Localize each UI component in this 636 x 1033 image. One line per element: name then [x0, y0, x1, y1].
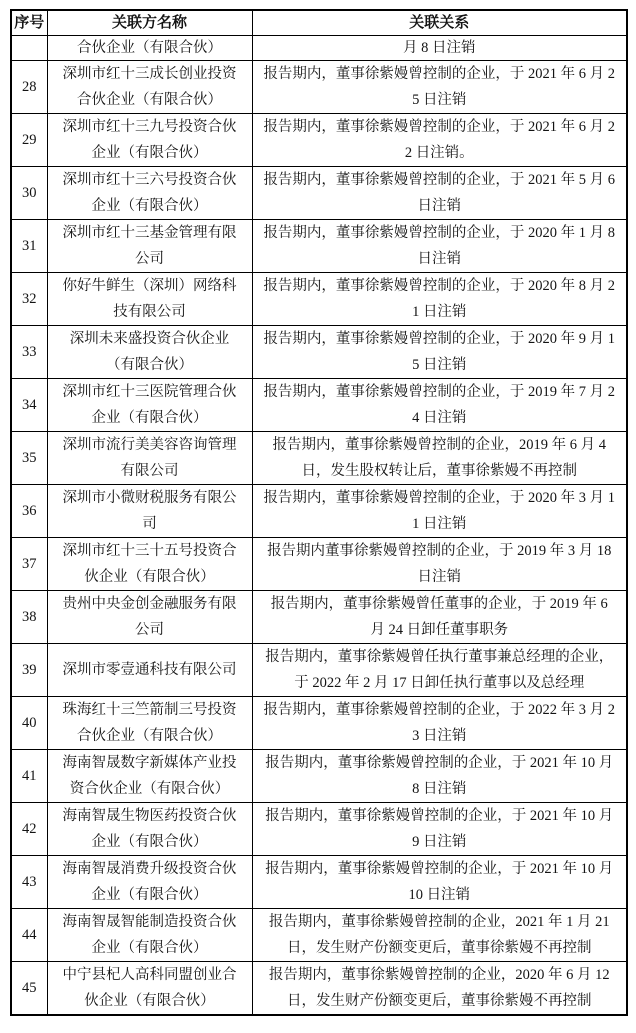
cell-name: 深圳市红十三成长创业投资合伙企业（有限合伙）: [47, 61, 252, 114]
cell-name: 深圳市流行美美容咨询管理有限公司: [47, 432, 252, 485]
cell-relation: 报告期内，董事徐紫嫚曾控制的企业，于 2019 年 7 月 24 日注销: [252, 379, 627, 432]
cell-no: 41: [11, 750, 47, 803]
cell-name: 珠海红十三竺箭制三号投资合伙企业（有限合伙）: [47, 697, 252, 750]
col-header-relation: 关联关系: [252, 10, 627, 36]
cell-name: 深圳市红十三六号投资合伙企业（有限合伙）: [47, 167, 252, 220]
cell-name: 贵州中央金创金融服务有限公司: [47, 591, 252, 644]
cell-no: 44: [11, 909, 47, 962]
cell-relation: 报告期内，董事徐紫嫚曾控制的企业，于 2020 年 8 月 21 日注销: [252, 273, 627, 326]
col-header-name: 关联方名称: [47, 10, 252, 36]
table-row: [11, 326, 627, 379]
cell-name: 深圳未来盛投资合伙企业（有限合伙）: [47, 326, 252, 379]
related-party-table: [10, 9, 628, 1016]
cell-no: 29: [11, 114, 47, 167]
cell-name: 深圳市零壹通科技有限公司: [47, 644, 252, 697]
table-row: [11, 114, 627, 167]
cell-no: 28: [11, 61, 47, 114]
table-row: [11, 697, 627, 750]
cell-relation: 报告期内，董事徐紫嫚曾控制的企业，于 2020 年 1 月 8 日注销: [252, 220, 627, 273]
cell-relation: 报告期内，董事徐紫嫚曾控制的企业，于 2021 年 5 月 6 日注销: [252, 167, 627, 220]
cell-relation: 报告期内，董事徐紫嫚曾任执行董事兼总经理的企业，于 2022 年 2 月 17 日卸任执行董事以及总经理: [252, 644, 627, 697]
table-row: [11, 36, 627, 61]
table-row: [11, 273, 627, 326]
table-row: [11, 167, 627, 220]
table-row: [11, 644, 627, 697]
cell-relation: 报告期内，董事徐紫嫚曾控制的企业，于 2020 年 3 月 11 日注销: [252, 485, 627, 538]
table-row: [11, 538, 627, 591]
table-row: [11, 61, 627, 114]
cell-relation: 报告期内，董事徐紫嫚曾控制的企业，于 2021 年 10 月 9 日注销: [252, 803, 627, 856]
cell-no: 31: [11, 220, 47, 273]
cell-no: 43: [11, 856, 47, 909]
table-row: [11, 962, 627, 1016]
cell-relation: 报告期内董事徐紫嫚曾控制的企业，于 2019 年 3 月 18 日注销: [252, 538, 627, 591]
cell-name: 深圳市红十三十五号投资合伙企业（有限合伙）: [47, 538, 252, 591]
cell-no: 33: [11, 326, 47, 379]
cell-no: 40: [11, 697, 47, 750]
cell-no: 35: [11, 432, 47, 485]
table-header-row: [11, 10, 627, 36]
cell-relation: 报告期内，董事徐紫嫚曾控制的企业，于 2021 年 6 月 22 日注销。: [252, 114, 627, 167]
cell-relation: 报告期内，董事徐紫嫚曾控制的企业，于 2021 年 10 月 8 日注销: [252, 750, 627, 803]
cell-name: 深圳市红十三医院管理合伙企业（有限合伙）: [47, 379, 252, 432]
cell-name: 海南智晟智能制造投资合伙企业（有限合伙）: [47, 909, 252, 962]
cell-no: 38: [11, 591, 47, 644]
cell-no: 45: [11, 962, 47, 1016]
cell-name: 海南智晟生物医药投资合伙企业（有限合伙）: [47, 803, 252, 856]
cell-name: 深圳市红十三九号投资合伙企业（有限合伙）: [47, 114, 252, 167]
cell-no: 42: [11, 803, 47, 856]
cell-relation: 报告期内，董事徐紫嫚曾控制的企业，于 2022 年 3 月 23 日注销: [252, 697, 627, 750]
cell-relation: 报告期内，董事徐紫嫚曾控制的企业，于 2020 年 9 月 15 日注销: [252, 326, 627, 379]
table-row: [11, 485, 627, 538]
cell-relation: 报告期内，董事徐紫嫚曾控制的企业，2020 年 6 月 12 日，发生财产份额变更后，董事徐紫嫚不再控制: [252, 962, 627, 1016]
cell-no: 37: [11, 538, 47, 591]
cell-relation: 报告期内，董事徐紫嫚曾控制的企业，2021 年 1 月 21 日，发生财产份额变更后，董事徐紫嫚不再控制: [252, 909, 627, 962]
cell-no: 32: [11, 273, 47, 326]
cell-relation: 报告期内，董事徐紫嫚曾控制的企业，2019 年 6 月 4 日，发生股权转让后，董事徐紫嫚不再控制: [252, 432, 627, 485]
cell-name: 海南智晟数字新媒体产业投资合伙企业（有限合伙）: [47, 750, 252, 803]
cell-name: 海南智晟消费升级投资合伙企业（有限合伙）: [47, 856, 252, 909]
cell-relation: 报告期内，董事徐紫嫚曾任董事的企业，于 2019 年 6 月 24 日卸任董事职务: [252, 591, 627, 644]
cell-name: 深圳市红十三基金管理有限公司: [47, 220, 252, 273]
table-row: [11, 856, 627, 909]
table-row: [11, 909, 627, 962]
cell-no: 34: [11, 379, 47, 432]
cell-relation: 报告期内，董事徐紫嫚曾控制的企业，于 2021 年 6 月 25 日注销: [252, 61, 627, 114]
col-header-no: 序号: [11, 10, 47, 36]
cell-no: 36: [11, 485, 47, 538]
table-row: [11, 591, 627, 644]
cell-no: 30: [11, 167, 47, 220]
cell-name: 合伙企业（有限合伙）: [47, 36, 252, 61]
table-row: [11, 379, 627, 432]
table-row: [11, 220, 627, 273]
cell-name: 深圳市小微财税服务有限公司: [47, 485, 252, 538]
table-row: [11, 750, 627, 803]
cell-relation: 报告期内，董事徐紫嫚曾控制的企业，于 2021 年 10 月 10 日注销: [252, 856, 627, 909]
table-row: [11, 803, 627, 856]
cell-relation: 月 8 日注销: [252, 36, 627, 61]
cell-no: [11, 36, 47, 61]
table-row: [11, 432, 627, 485]
cell-no: 39: [11, 644, 47, 697]
cell-name: 中宁县杞人高科同盟创业合伙企业（有限合伙）: [47, 962, 252, 1016]
cell-name: 你好牛鲜生（深圳）网络科技有限公司: [47, 273, 252, 326]
